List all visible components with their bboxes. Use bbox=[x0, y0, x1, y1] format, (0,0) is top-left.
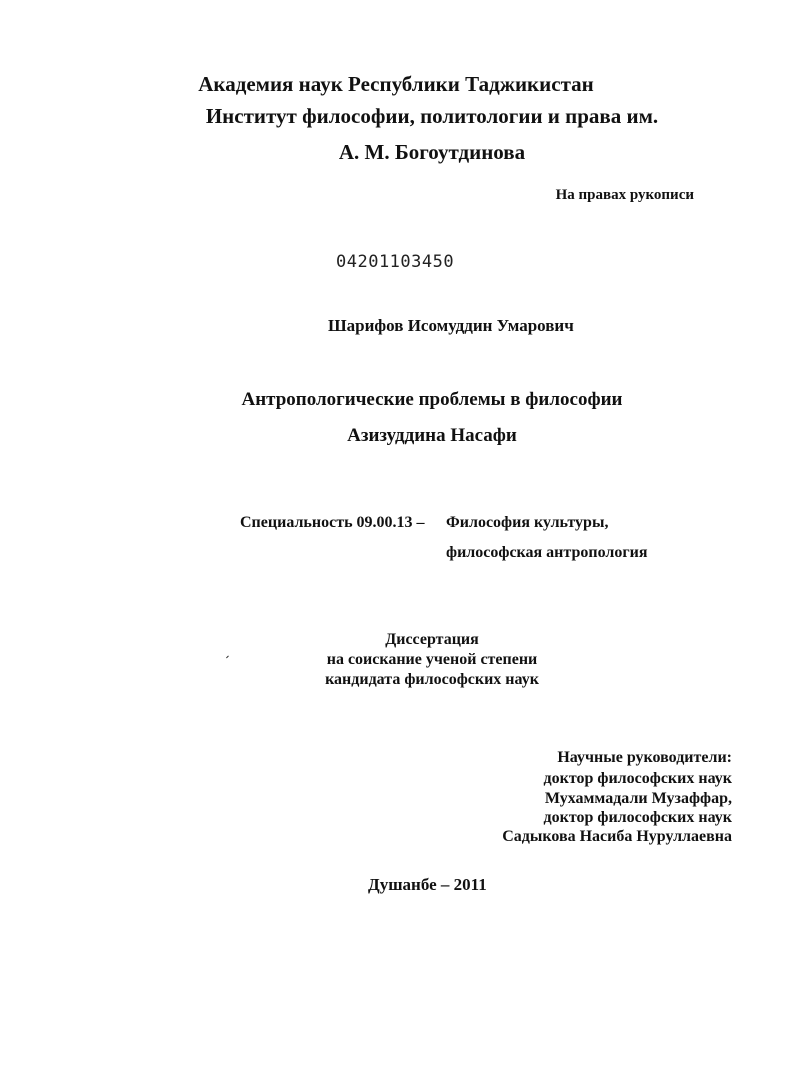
specialty-name-line-2: философская антропология bbox=[446, 544, 648, 561]
degree-purpose: на соискание ученой степени bbox=[326, 651, 538, 668]
supervisor-1-degree: доктор философских наук bbox=[543, 770, 732, 787]
supervisors-heading: Научные руководители: bbox=[557, 749, 732, 766]
institute-named-after: А. М. Богоутдинова bbox=[338, 140, 526, 164]
rights-note: На правах рукописи bbox=[555, 187, 694, 203]
inventory-number: 04201103450 bbox=[336, 252, 455, 272]
dissertation-type: Диссертация bbox=[385, 631, 479, 648]
author-name: Шарифов Исомуддин Умарович bbox=[328, 316, 574, 335]
institute-name: Институт философии, политологии и права им. bbox=[205, 104, 659, 128]
specialty-name-line-1: Философия культуры, bbox=[446, 514, 609, 531]
supervisor-2-name: Садыкова Насиба Нуруллаевна bbox=[502, 828, 732, 845]
supervisor-1-name: Мухаммадали Музаффар, bbox=[544, 790, 732, 807]
dissertation-title-line-1: Антропологические проблемы в философии bbox=[241, 389, 623, 410]
degree-name: кандидата философских наук bbox=[325, 671, 539, 688]
academy-name: Академия наук Республики Таджикистан bbox=[198, 72, 594, 96]
city-year: Душанбе – 2011 bbox=[368, 875, 487, 894]
specialty-label: Специальность 09.00.13 – bbox=[240, 514, 425, 531]
dissertation-title-line-2: Азизуддина Насафи bbox=[347, 425, 517, 446]
supervisor-2-degree: доктор философских наук bbox=[543, 809, 732, 826]
